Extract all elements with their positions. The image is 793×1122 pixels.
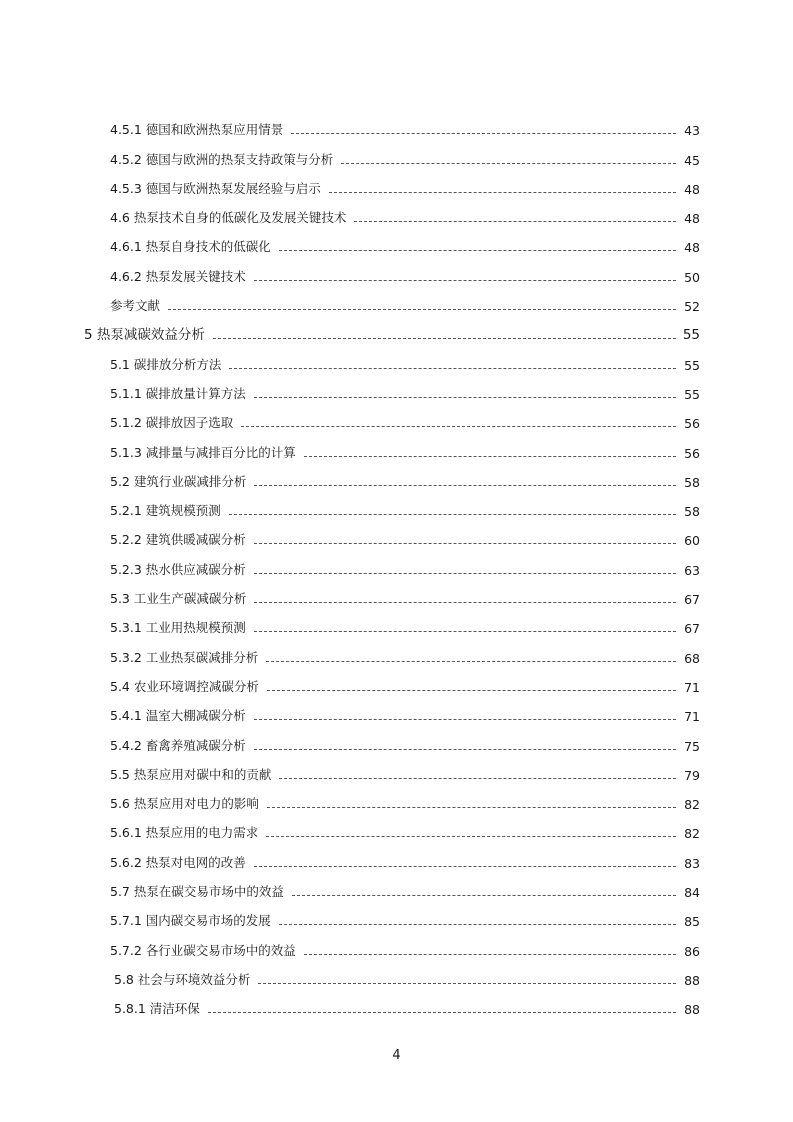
toc-entry[interactable] bbox=[0, 905, 793, 934]
dot-leader bbox=[213, 338, 676, 339]
toc-entry[interactable] bbox=[0, 934, 793, 963]
toc-entry-title: 5.3.2 工业热泵碳减排分析 bbox=[110, 649, 259, 665]
toc-entry[interactable] bbox=[0, 729, 793, 758]
toc-entry-title: 5.7.2 各行业碳交易市场中的效益 bbox=[110, 942, 296, 958]
toc-entry-title: 参考文献 bbox=[110, 298, 161, 314]
dot-leader bbox=[254, 280, 676, 281]
toc-entry-title: 5.7 热泵在碳交易市场中的效益 bbox=[110, 884, 284, 900]
dot-leader bbox=[254, 719, 676, 720]
toc-entry-title: 5.1.1 碳排放量计算方法 bbox=[110, 385, 246, 401]
toc-entry[interactable] bbox=[0, 671, 793, 700]
toc-entry-page: 55 bbox=[684, 386, 700, 402]
dot-leader bbox=[254, 631, 676, 632]
dot-leader bbox=[354, 221, 676, 222]
dot-leader bbox=[304, 456, 676, 457]
toc-entry-page: 43 bbox=[684, 123, 700, 139]
toc-entry[interactable] bbox=[0, 378, 793, 407]
dot-leader bbox=[254, 485, 676, 486]
toc-entry-page: 85 bbox=[684, 914, 700, 930]
toc-entry[interactable] bbox=[0, 260, 793, 289]
toc-entry[interactable] bbox=[0, 202, 793, 231]
toc-entry-page: 71 bbox=[684, 709, 700, 725]
toc-entry[interactable] bbox=[0, 290, 793, 319]
toc-entry-title: 5.5 热泵应用对碳中和的贡献 bbox=[110, 766, 272, 782]
dot-leader bbox=[229, 514, 676, 515]
toc-entry-title: 5.1.3 减排量与减排百分比的计算 bbox=[110, 444, 296, 460]
toc-entry-page: 55 bbox=[684, 357, 700, 373]
toc-entry-title: 4.5.2 德国与欧洲的热泵支持政策与分析 bbox=[110, 151, 334, 167]
toc-entry-title: 5.4.2 畜禽养殖减碳分析 bbox=[110, 737, 246, 753]
toc-entry-title: 4.6.1 热泵自身技术的低碳化 bbox=[110, 239, 271, 255]
toc-entry-page: 58 bbox=[684, 504, 700, 520]
toc-entry-page: 52 bbox=[684, 299, 700, 315]
toc-entry[interactable] bbox=[0, 436, 793, 465]
toc-entry-page: 86 bbox=[684, 943, 700, 959]
dot-leader bbox=[254, 543, 676, 544]
toc-entry[interactable] bbox=[0, 173, 793, 202]
dot-leader bbox=[258, 983, 676, 984]
toc-entry[interactable] bbox=[0, 114, 793, 143]
toc-entry-title: 5.4 农业环境调控减碳分析 bbox=[110, 678, 259, 694]
toc-entry-page: 50 bbox=[684, 269, 700, 285]
dot-leader bbox=[208, 1012, 676, 1013]
dot-leader bbox=[304, 954, 676, 955]
table-of-contents bbox=[0, 114, 793, 1022]
dot-leader bbox=[291, 133, 676, 134]
toc-entry-title: 5.7.1 国内碳交易市场的发展 bbox=[110, 913, 271, 929]
dot-leader bbox=[279, 250, 676, 251]
toc-entry[interactable] bbox=[0, 817, 793, 846]
toc-entry-title: 5.2.3 热水供应减碳分析 bbox=[110, 561, 246, 577]
toc-entry-title: 5.3.1 工业用热规模预测 bbox=[110, 620, 246, 636]
dot-leader bbox=[266, 836, 676, 837]
toc-entry-page: 84 bbox=[684, 885, 700, 901]
dot-leader bbox=[266, 661, 676, 662]
toc-entry-title: 5.2 建筑行业碳减排分析 bbox=[110, 473, 247, 489]
toc-entry-page: 79 bbox=[684, 767, 700, 783]
toc-entry[interactable] bbox=[0, 876, 793, 905]
toc-entry[interactable] bbox=[0, 407, 793, 436]
toc-entry-page: 88 bbox=[684, 1002, 700, 1018]
toc-entry-page: 68 bbox=[684, 650, 700, 666]
toc-entry[interactable] bbox=[0, 524, 793, 553]
toc-entry-title: 5.8 社会与环境效益分析 bbox=[114, 971, 251, 987]
toc-entry-title: 5 热泵减碳效益分析 bbox=[84, 327, 205, 344]
toc-entry-page: 60 bbox=[684, 533, 700, 549]
toc-entry[interactable] bbox=[0, 993, 793, 1022]
dot-leader bbox=[329, 192, 676, 193]
toc-entry[interactable] bbox=[0, 964, 793, 993]
toc-entry-page: 58 bbox=[684, 474, 700, 490]
toc-entry-title: 5.8.1 清洁环保 bbox=[114, 1001, 200, 1017]
toc-entry-page: 48 bbox=[684, 181, 700, 197]
dot-leader bbox=[229, 368, 676, 369]
toc-entry[interactable] bbox=[0, 583, 793, 612]
toc-entry-title: 4.6.2 热泵发展关键技术 bbox=[110, 268, 246, 284]
toc-entry-page: 82 bbox=[684, 826, 700, 842]
toc-entry-page: 82 bbox=[684, 797, 700, 813]
toc-entry[interactable] bbox=[0, 846, 793, 875]
dot-leader bbox=[254, 749, 676, 750]
toc-entry-page: 48 bbox=[684, 240, 700, 256]
toc-entry[interactable] bbox=[0, 641, 793, 670]
dot-leader bbox=[279, 924, 676, 925]
toc-entry-page: 88 bbox=[684, 972, 700, 988]
toc-entry[interactable] bbox=[0, 612, 793, 641]
toc-entry-title: 5.2.2 建筑供暖减碳分析 bbox=[110, 532, 246, 548]
toc-entry-title: 5.6.2 热泵对电网的改善 bbox=[110, 854, 246, 870]
toc-entry-title: 4.6 热泵技术自身的低碳化及发展关键技术 bbox=[110, 210, 347, 226]
dot-leader bbox=[341, 163, 676, 164]
toc-entry-page: 75 bbox=[684, 738, 700, 754]
dot-leader bbox=[267, 690, 676, 691]
toc-entry-page: 56 bbox=[684, 416, 700, 432]
toc-entry[interactable] bbox=[0, 700, 793, 729]
toc-entry-title: 5.1.2 碳排放因子选取 bbox=[110, 415, 234, 431]
dot-leader bbox=[168, 309, 676, 310]
toc-entry[interactable] bbox=[0, 231, 793, 260]
toc-entry[interactable] bbox=[0, 466, 793, 495]
toc-entry-page: 55 bbox=[682, 327, 700, 344]
toc-entry-page: 45 bbox=[684, 152, 700, 168]
toc-entry-title: 5.2.1 建筑规模预测 bbox=[110, 503, 221, 519]
toc-entry-title: 5.1 碳排放分析方法 bbox=[110, 356, 222, 372]
dot-leader bbox=[254, 573, 676, 574]
toc-entry[interactable] bbox=[0, 788, 793, 817]
dot-leader bbox=[254, 866, 676, 867]
toc-entry[interactable] bbox=[0, 348, 793, 377]
dot-leader bbox=[241, 426, 676, 427]
dot-leader bbox=[254, 602, 676, 603]
toc-entry-page: 48 bbox=[684, 211, 700, 227]
toc-entry[interactable] bbox=[0, 495, 793, 524]
toc-entry-title: 4.5.3 德国与欧洲热泵发展经验与启示 bbox=[110, 180, 321, 196]
toc-entry-title: 5.6.1 热泵应用的电力需求 bbox=[110, 825, 259, 841]
toc-entry-title: 5.3 工业生产碳减碳分析 bbox=[110, 591, 247, 607]
toc-entry-title: 5.4.1 温室大棚减碳分析 bbox=[110, 708, 246, 724]
toc-entry-page: 67 bbox=[684, 592, 700, 608]
toc-entry-title: 5.6 热泵应用对电力的影响 bbox=[110, 796, 259, 812]
toc-entry-title: 4.5.1 德国和欧洲热泵应用情景 bbox=[110, 122, 284, 138]
toc-entry-page: 63 bbox=[684, 562, 700, 578]
toc-chapter-entry[interactable] bbox=[0, 319, 793, 348]
toc-entry[interactable] bbox=[0, 553, 793, 582]
dot-leader bbox=[279, 778, 676, 779]
page-number: 4 bbox=[392, 1048, 401, 1063]
toc-entry-page: 56 bbox=[684, 445, 700, 461]
toc-entry[interactable] bbox=[0, 143, 793, 172]
toc-entry-page: 71 bbox=[684, 679, 700, 695]
toc-entry[interactable] bbox=[0, 759, 793, 788]
toc-entry-page: 67 bbox=[684, 621, 700, 637]
dot-leader bbox=[267, 807, 676, 808]
toc-entry-page: 83 bbox=[684, 855, 700, 871]
dot-leader bbox=[292, 895, 676, 896]
dot-leader bbox=[254, 397, 676, 398]
